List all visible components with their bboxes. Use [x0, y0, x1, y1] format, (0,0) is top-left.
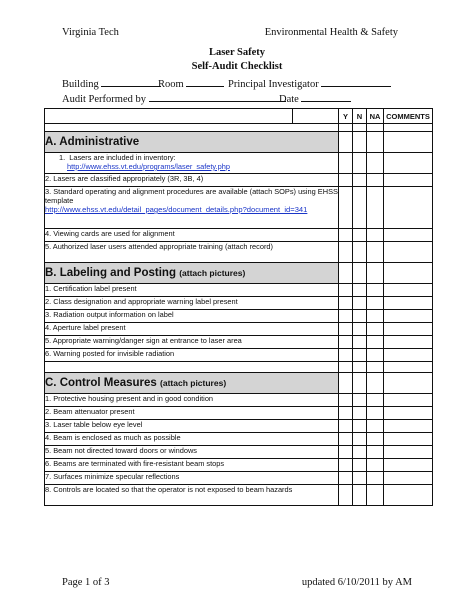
no-checkbox[interactable] — [353, 394, 367, 407]
checklist-row — [45, 174, 433, 187]
yes-checkbox[interactable] — [339, 242, 353, 263]
building-blank[interactable] — [101, 77, 161, 87]
no-checkbox[interactable] — [353, 407, 367, 420]
no-checkbox[interactable] — [353, 420, 367, 433]
section-header — [45, 373, 433, 394]
performed-by-field[interactable] — [62, 92, 286, 105]
yes-checkbox[interactable] — [339, 284, 353, 297]
pi-blank[interactable] — [321, 77, 391, 87]
col-no: N — [353, 109, 367, 124]
audit-checklist-table — [44, 108, 433, 506]
na-checkbox[interactable] — [367, 433, 384, 446]
na-checkbox[interactable] — [367, 394, 384, 407]
item-text: 1. Lasers are included in inventory: — [59, 153, 176, 162]
checklist-row — [45, 242, 433, 263]
na-checkbox[interactable] — [367, 349, 384, 362]
item-text: 7. Surfaces minimize specular reflections — [45, 472, 180, 481]
no-checkbox[interactable] — [353, 310, 367, 323]
room-blank[interactable] — [186, 77, 224, 87]
comment-cell[interactable] — [384, 433, 433, 446]
checklist-row — [45, 297, 433, 310]
inventory-link[interactable]: http://www.ehss.vt.edu/programs/laser_safety.php — [67, 162, 230, 171]
yes-checkbox[interactable] — [339, 297, 353, 310]
item-text: 4. Beam is enclosed as much as possible — [45, 433, 181, 442]
no-checkbox[interactable] — [353, 446, 367, 459]
no-checkbox[interactable] — [353, 485, 367, 506]
yes-checkbox[interactable] — [339, 336, 353, 349]
yes-checkbox[interactable] — [339, 349, 353, 362]
item-text: 4. Viewing cards are used for alignment — [45, 229, 175, 238]
header-spacer — [293, 109, 339, 124]
updated-note: updated 6/10/2011 by AM — [301, 577, 412, 588]
checklist-row — [45, 472, 433, 485]
no-checkbox[interactable] — [353, 472, 367, 485]
item-text: 5. Authorized laser users attended appropriate training (attach record) — [45, 242, 274, 251]
item-text: 6. Warning posted for invisible radiation — [45, 349, 175, 358]
no-checkbox[interactable] — [353, 284, 367, 297]
building-field[interactable] — [62, 77, 161, 90]
na-checkbox[interactable] — [367, 284, 384, 297]
item-text: 6. Beams are terminated with fire-resistant beam stops — [45, 459, 225, 468]
section-title: A. Administrative — [45, 136, 140, 148]
date-label: Date — [279, 94, 299, 105]
na-checkbox[interactable] — [367, 242, 384, 263]
comment-cell[interactable] — [384, 297, 433, 310]
comment-cell[interactable] — [384, 323, 433, 336]
building-label: Building — [62, 79, 99, 90]
comment-cell[interactable] — [384, 472, 433, 485]
item-text: 8. Controls are located so that the operator is not exposed to beam hazards — [45, 485, 293, 494]
date-blank[interactable] — [301, 92, 351, 102]
no-checkbox[interactable] — [353, 349, 367, 362]
comment-cell[interactable] — [384, 485, 433, 506]
yes-checkbox[interactable] — [339, 446, 353, 459]
section-header — [45, 263, 433, 284]
checklist-row — [45, 446, 433, 459]
checklist-row — [45, 336, 433, 349]
na-checkbox[interactable] — [367, 407, 384, 420]
yes-checkbox[interactable] — [339, 472, 353, 485]
yes-checkbox[interactable] — [339, 174, 353, 187]
no-checkbox[interactable] — [353, 153, 367, 174]
checklist-row — [45, 459, 433, 472]
checklist-row — [45, 310, 433, 323]
yes-checkbox[interactable] — [339, 394, 353, 407]
comment-cell[interactable] — [384, 174, 433, 187]
section-note: (attach pictures) — [179, 268, 246, 278]
na-checkbox[interactable] — [367, 297, 384, 310]
document-subtitle: Self-Audit Checklist — [191, 61, 283, 72]
no-checkbox[interactable] — [353, 323, 367, 336]
na-checkbox[interactable] — [367, 336, 384, 349]
page-number: Page 1 of 3 — [62, 577, 110, 588]
na-checkbox[interactable] — [367, 174, 384, 187]
checklist-row — [45, 407, 433, 420]
checklist-row — [45, 187, 433, 229]
na-checkbox[interactable] — [367, 323, 384, 336]
room-field[interactable] — [158, 77, 224, 90]
no-checkbox[interactable] — [353, 229, 367, 242]
na-checkbox[interactable] — [367, 472, 384, 485]
sop-template-link[interactable]: http://www.ehss.vt.edu/detail_pages/document_details.php?document_id=341 — [45, 205, 308, 214]
section-title: C. Control Measures — [45, 377, 157, 389]
na-checkbox[interactable] — [367, 153, 384, 174]
yes-checkbox[interactable] — [339, 433, 353, 446]
no-checkbox[interactable] — [353, 174, 367, 187]
na-checkbox[interactable] — [367, 310, 384, 323]
na-checkbox[interactable] — [367, 485, 384, 506]
column-header-row — [45, 109, 433, 124]
checklist-row — [45, 420, 433, 433]
yes-checkbox[interactable] — [339, 420, 353, 433]
header-dept: Environmental Health & Safety — [264, 27, 398, 38]
item-text: 3. Radiation output information on label — [45, 310, 174, 319]
item-text: 4. Aperture label present — [45, 323, 126, 332]
comment-cell[interactable] — [384, 284, 433, 297]
checklist-row — [45, 485, 433, 506]
item-text: 5. Beam not directed toward doors or windows — [45, 446, 197, 455]
col-comments: COMMENTS — [384, 109, 433, 124]
comment-cell[interactable] — [384, 187, 433, 229]
item-text: 1. Protective housing present and in good condition — [45, 394, 214, 403]
item-text: 2. Class designation and appropriate warning label present — [45, 297, 238, 306]
performed-by-label: Audit Performed by — [62, 94, 146, 105]
yes-checkbox[interactable] — [339, 310, 353, 323]
yes-checkbox[interactable] — [339, 187, 353, 229]
no-checkbox[interactable] — [353, 297, 367, 310]
room-label: Room — [158, 79, 184, 90]
item-text: 2. Lasers are classified appropriately (3R, 3B, 4) — [45, 174, 204, 183]
performed-by-blank[interactable] — [149, 92, 286, 102]
col-na: NA — [367, 109, 384, 124]
yes-checkbox[interactable] — [339, 323, 353, 336]
na-checkbox[interactable] — [367, 446, 384, 459]
checklist-row — [45, 394, 433, 407]
checklist-row — [45, 433, 433, 446]
item-text: 3. Laser table below eye level — [45, 420, 143, 429]
checklist-row — [45, 349, 433, 362]
item-text: 5. Appropriate warning/danger sign at entrance to laser area — [45, 336, 242, 345]
no-checkbox[interactable] — [353, 242, 367, 263]
section-note: (attach pictures) — [160, 378, 227, 388]
comment-cell[interactable] — [384, 153, 433, 174]
document-title: Laser Safety — [208, 47, 266, 58]
no-checkbox[interactable] — [353, 336, 367, 349]
header-org: Virginia Tech — [62, 27, 119, 38]
section-title: B. Labeling and Posting — [45, 267, 176, 279]
no-checkbox[interactable] — [353, 187, 367, 229]
comment-cell[interactable] — [384, 420, 433, 433]
checklist-row — [45, 284, 433, 297]
item-text: 1. Certification label present — [45, 284, 137, 293]
yes-checkbox[interactable] — [339, 153, 353, 174]
na-checkbox[interactable] — [367, 459, 384, 472]
na-checkbox[interactable] — [367, 229, 384, 242]
comment-cell[interactable] — [384, 407, 433, 420]
col-yes: Y — [339, 109, 353, 124]
header-spacer — [45, 109, 293, 124]
comment-cell[interactable] — [384, 310, 433, 323]
comment-cell[interactable] — [384, 349, 433, 362]
no-checkbox[interactable] — [353, 433, 367, 446]
comment-cell[interactable] — [384, 336, 433, 349]
na-checkbox[interactable] — [367, 420, 384, 433]
item-text: 2. Beam attenuator present — [45, 407, 135, 416]
yes-checkbox[interactable] — [339, 407, 353, 420]
section-header — [45, 132, 433, 153]
na-checkbox[interactable] — [367, 187, 384, 229]
checklist-row — [45, 229, 433, 242]
item-text: 3. Standard operating and alignment procedures are available (attach SOPs) using EHSS template — [45, 187, 338, 205]
comment-cell[interactable] — [384, 242, 433, 263]
comment-cell[interactable] — [384, 459, 433, 472]
yes-checkbox[interactable] — [339, 459, 353, 472]
comment-cell[interactable] — [384, 394, 433, 407]
comment-cell[interactable] — [384, 229, 433, 242]
checklist-row — [45, 153, 433, 174]
pi-label: Principal Investigator — [228, 79, 319, 90]
no-checkbox[interactable] — [353, 459, 367, 472]
pi-field[interactable] — [228, 77, 391, 90]
date-field[interactable] — [279, 92, 351, 105]
yes-checkbox[interactable] — [339, 485, 353, 506]
comment-cell[interactable] — [384, 446, 433, 459]
checklist-row — [45, 323, 433, 336]
yes-checkbox[interactable] — [339, 229, 353, 242]
